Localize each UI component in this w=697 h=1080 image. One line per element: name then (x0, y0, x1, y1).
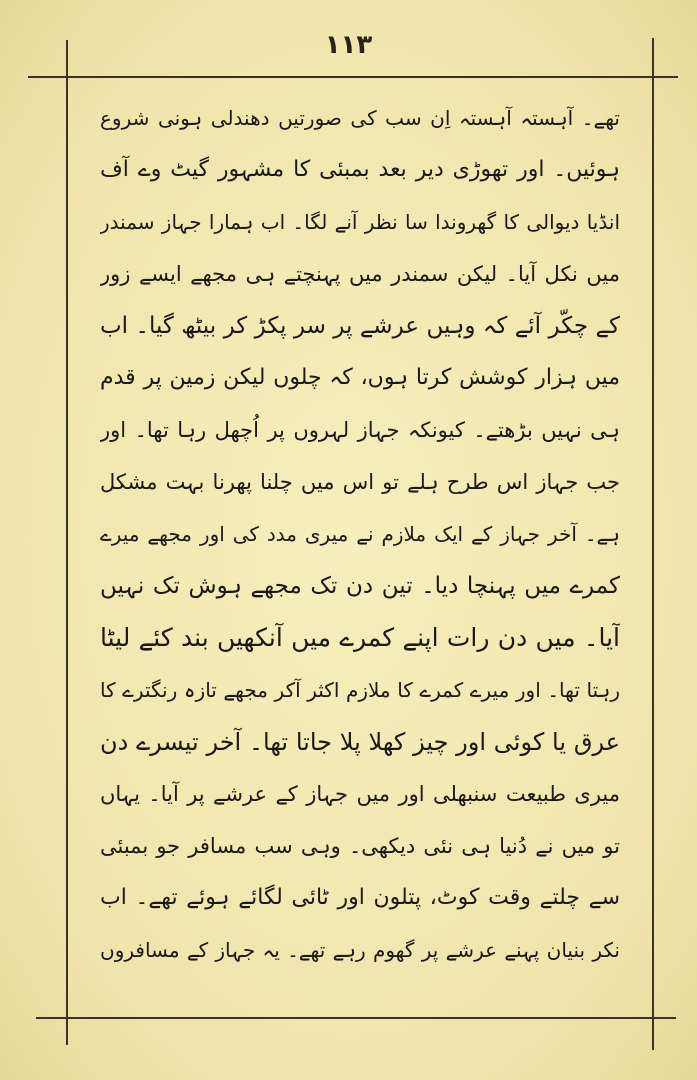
text-line: کمرے میں پہنچا دیا۔ تین دن تک مجھے ہوش تک نہیں (100, 573, 620, 599)
text-line: سے چلتے وقت کوٹ، پتلون اور ٹائی لگائے ہوئے تھے۔ اب (100, 885, 620, 910)
text-line: ہوئیں۔ اور تھوڑی دیر بعد بمبئی کا مشہور گیٹ وے آف (100, 157, 620, 182)
text-line: انڈیا دیوالی کا گھروندا سا نظر آنے لگا۔ اب ہمارا جہاز سمندر (100, 210, 620, 234)
left-rule (66, 40, 68, 1045)
page-number: ١١٣ (324, 30, 373, 60)
text-line: عرق یا کوئی اور چیز کھلا پلا جاتا تھا۔ آخر تیسرے دن (100, 728, 620, 756)
text-line: آیا۔ میں دن رات اپنے کمرے میں آنکھیں بند کئے لیٹا (100, 623, 620, 652)
text-line: تھے۔ آہستہ آہستہ اِن سب کی صورتیں دھندلی ہونی شروع (100, 106, 620, 130)
text-line: ہی نہیں بڑھتے۔ کیونکہ جہاز لہروں پر اُچھل رہا تھا۔ اور (100, 418, 620, 442)
text-line: میں نکل آیا۔ لیکن سمندر میں پہنچتے ہی مجھے ایسے زور (100, 262, 620, 286)
bottom-rule (36, 1017, 676, 1019)
body-text (100, 92, 620, 1012)
text-line: نکر بنیان پہنے عرشے پر گھوم رہے تھے۔ یہ جہاز کے مسافروں (100, 938, 620, 962)
text-line: جب جہاز اس طرح ہلے تو اس میں چلنا پھرنا بہت مشکل (100, 470, 620, 494)
right-rule (652, 38, 654, 1050)
text-line: رہتا تھا۔ اور میرے کمرے کا ملازم اکثر آکر مجھے تازہ رنگترے کا (100, 678, 620, 702)
text-line: کے چکّر آئے کہ وہیں عرشے پر سر پکڑ کر بیٹھ گیا۔ اب (100, 313, 620, 339)
text-line: میری طبیعت سنبھلی اور میں جہاز کے عرشے پر آیا۔ یہاں (100, 782, 620, 806)
text-line: میں ہزار کوشش کرتا ہوں، کہ چلوں لیکن زمین پر قدم (100, 365, 620, 390)
top-rule (28, 76, 678, 78)
text-line: تو میں نے دُنیا ہی نئی دیکھی۔ وہی سب مسافر جو بمبئی (100, 834, 620, 858)
text-line: ہے۔ آخر جہاز کے ایک ملازم نے میری مدد کی اور مجھے میرے (100, 522, 620, 546)
